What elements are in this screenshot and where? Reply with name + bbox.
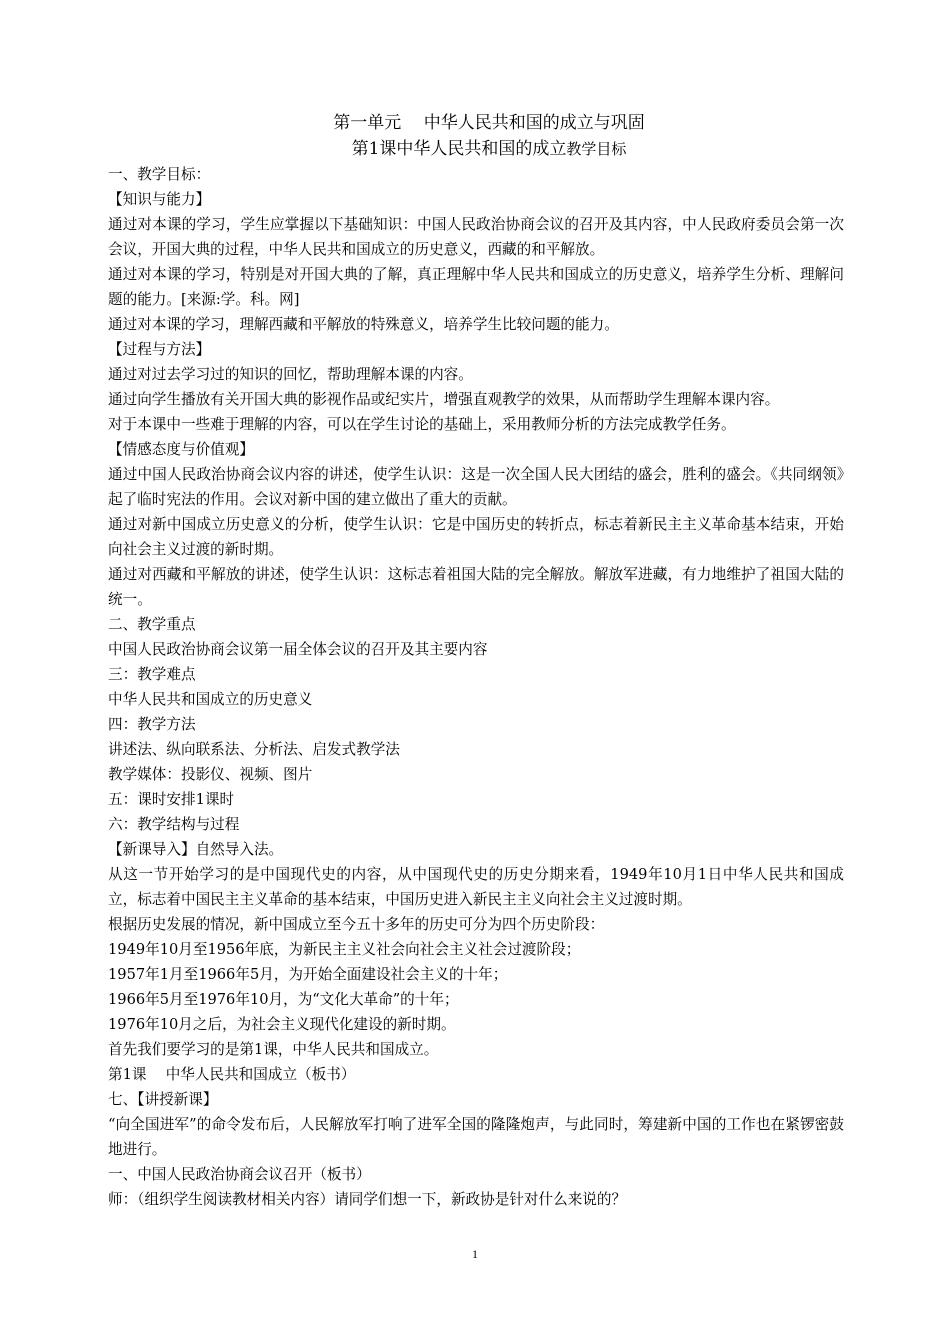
section-heading: 三：教学难点	[108, 666, 196, 683]
paragraph: 师：（组织学生阅读教材相关内容）请同学们想一下，新政协是针对什么来说的？	[108, 1191, 627, 1208]
list-item: 1966年5月至1976年10月，为“文化大革命”的十年；	[108, 991, 459, 1008]
paragraph: 通过向学生播放有关开国大典的影视作品或纪实片，增强直观教学的效果，从而帮助学生理解本课内容。	[108, 391, 780, 408]
paragraph: “向全国进军”的命令发布后，人民解放军打响了进军全国的隆隆炮声，与此同时，筹建新中国的工作也在紧锣密鼓地进行。	[108, 1116, 844, 1158]
paragraph: 通过中国人民政治协商会议内容的讲述，使学生认识：这是一次全国人民大团结的盛会，胜利的盛会。《共同纲领》起了临时宪法的作用。会议对新中国的建立做出了重大的贡献。	[108, 466, 844, 508]
section-heading: 四：教学方法	[108, 716, 196, 733]
lesson-title: 第1课中华人民共和国的成立	[351, 139, 567, 159]
paragraph: 通过对本课的学习，理解西藏和平解放的特殊意义，培养学生比较问题的能力。	[108, 316, 619, 333]
paragraph: 通过对过去学习过的知识的回忆，帮助理解本课的内容。	[108, 366, 473, 383]
paragraph: 通过对西藏和平解放的讲述，使学生认识：这标志着祖国大陆的完全解放。解放军进藏，有力地维护了祖国大陆的统一。	[108, 566, 844, 608]
section-heading: 一、中国人民政治协商会议召开（板书）	[108, 1166, 371, 1183]
list-item: 1949年10月至1956年底，为新民主主义社会向社会主义社会过渡阶段；	[108, 941, 581, 958]
section-heading: 二、教学重点	[108, 616, 196, 633]
section-heading: 七、【讲授新课】	[108, 1091, 218, 1108]
paragraph: 从这一节开始学习的是中国现代史的内容，从中国现代史的历史分期来看，1949年10月1日中华人民共和国成立，标志着中国民主主义革命的基本结束，中国历史进入新民主主义向社会主义过渡时期。	[108, 866, 844, 908]
page-number: 1	[472, 1247, 478, 1261]
paragraph: 通过对本课的学习，学生应掌握以下基础知识：中国人民政治协商会议的召开及其内容，中人民政府委员会第一次会议，开国大典的过程，中华人民共和国成立的历史意义，西藏的和平解放。	[108, 216, 844, 258]
document-subtitle	[134, 136, 844, 162]
paragraph: 通过对新中国成立历史意义的分析，使学生认识：它是中国历史的转折点，标志着新民主主义革命基本结束，开始向社会主义过渡的新时期。	[108, 516, 844, 558]
paragraph: 对于本课中一些难于理解的内容，可以在学生讨论的基础上，采用教师分析的方法完成教学任务。	[108, 416, 736, 433]
paragraph: 首先我们要学习的是第1课，中华人民共和国成立。	[108, 1041, 439, 1058]
list-item: 1976年10月之后，为社会主义现代化建设的新时期。	[108, 1016, 456, 1033]
section-heading: 六：教学结构与过程	[108, 816, 240, 833]
paragraph: 讲述法、纵向联系法、分析法、启发式教学法	[108, 741, 400, 758]
paragraph: 教学媒体：投影仪、视频、图片	[108, 766, 313, 783]
section-heading: 一、教学目标：	[108, 166, 211, 183]
section-heading: 五：课时安排1课时	[108, 791, 235, 808]
document-title: 第一单元 中华人民共和国的成立与巩固	[333, 113, 645, 133]
paragraph: 第1课 中华人民共和国成立（板书）	[108, 1066, 356, 1083]
subtitle-tail: 教学目标	[566, 140, 627, 158]
subsection-heading: 【情感态度与价值观】	[108, 441, 254, 458]
document-page	[108, 110, 844, 1212]
paragraph: 通过对本课的学习，特别是对开国大典的了解，真正理解中华人民共和国成立的历史意义，培养学生分析、理解问题的能力。[来源:学。科。网]	[108, 266, 844, 308]
subsection-heading: 【知识与能力】	[108, 191, 211, 208]
list-item: 1957年1月至1966年5月，为开始全面建设社会主义的十年；	[108, 966, 508, 983]
paragraph: 中华人民共和国成立的历史意义	[108, 691, 313, 708]
subsection-heading: 【新课导入】自然导入法。	[108, 841, 284, 858]
paragraph: 中国人民政治协商会议第一届全体会议的召开及其主要内容	[108, 641, 488, 658]
paragraph: 根据历史发展的情况，新中国成立至今五十多年的历史可分为四个历史阶段：	[108, 916, 605, 933]
subsection-heading: 【过程与方法】	[108, 341, 211, 358]
